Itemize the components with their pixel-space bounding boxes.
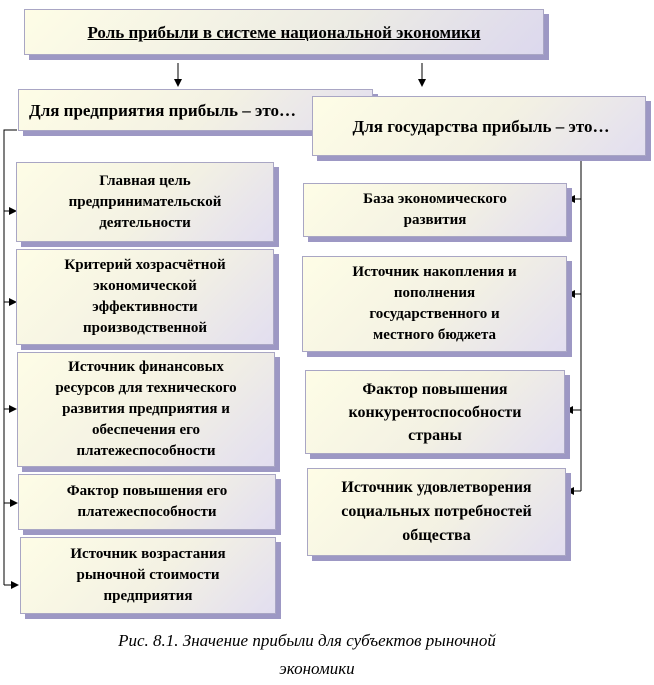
right-header: Для государства прибыль – это… [312,96,646,156]
diagram-title: Роль прибыли в системе национальной экономики [24,9,544,55]
left-item-financial-resources: Источник финансовых ресурсов для технического развития предприятия и обеспечения его платежеспособности [17,352,275,467]
figure-caption-line2: экономики [279,659,355,678]
right-item-budget-source: Источник накопления и пополнения государственного и местного бюджета [302,256,567,352]
figure-caption-line1: Рис. 8.1. Значение прибыли для субъектов рыночной [118,631,496,650]
left-item-main-goal: Главная цель предпринимательской деятельности [16,162,274,242]
left-item-efficiency-criterion: Критерий хозрасчётной экономической эффективности производственной [16,249,274,345]
left-item-market-value: Источник возрастания рыночной стоимости предприятия [20,537,276,614]
right-item-economic-base: База экономического развития [303,183,567,237]
left-header: Для предприятия прибыль – это… [18,89,373,131]
right-item-social-needs: Источник удовлетворения социальных потребностей общества [307,468,566,556]
right-item-competitiveness: Фактор повышения конкурентоспособности страны [305,370,565,454]
left-item-solvency-factor: Фактор повышения его платежеспособности [18,474,276,530]
